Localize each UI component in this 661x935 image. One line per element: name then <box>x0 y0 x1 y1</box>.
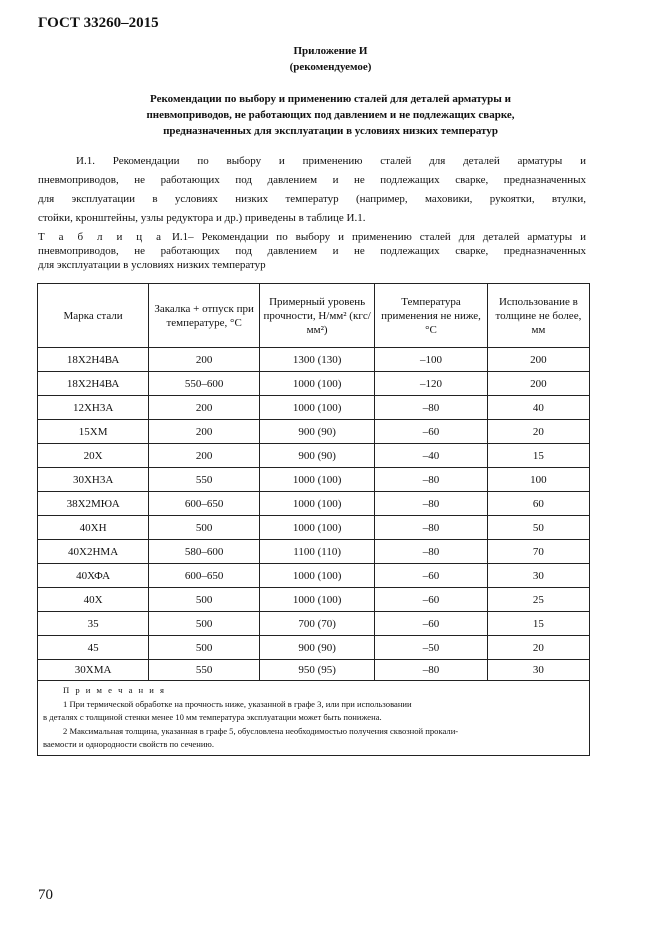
cell-min-temp: –60 <box>375 612 488 636</box>
cell-max-thickness: 100 <box>487 468 589 492</box>
heading-line: пневмоприводов, не работающих под давлением и не подлежащих сварке, <box>146 109 515 121</box>
paragraph-line: И.1. Рекомендации по выбору и применению сталей для деталей арматуры и <box>76 155 586 167</box>
heading-line: Рекомендации по выбору и применению сталей для деталей арматуры и <box>150 93 511 105</box>
cell-strength: 700 (70) <box>260 612 375 636</box>
appendix-heading <box>60 91 601 139</box>
caption-line: пневмоприводов, не работающих под давлением и не подлежащих сварке, предназначенных <box>38 245 586 257</box>
cell-min-temp: –60 <box>375 588 488 612</box>
cell-quench-temper: 500 <box>149 516 260 540</box>
cell-strength: 1000 (100) <box>260 492 375 516</box>
cell-strength: 1000 (100) <box>260 468 375 492</box>
cell-quench-temper: 500 <box>149 612 260 636</box>
cell-strength: 1000 (100) <box>260 516 375 540</box>
cell-quench-temper: 550 <box>149 468 260 492</box>
cell-strength: 1000 (100) <box>260 396 375 420</box>
note-2-line: 2 Максимальная толщина, указанная в графе 5, обусловлена необходимостью получения сквозной прокали- <box>63 725 459 736</box>
cell-max-thickness: 15 <box>487 444 589 468</box>
cell-quench-temper: 600–650 <box>149 492 260 516</box>
cell-min-temp: –80 <box>375 516 488 540</box>
cell-steel-grade: 40ХН <box>38 516 149 540</box>
cell-steel-grade: 40Х <box>38 588 149 612</box>
cell-strength: 1000 (100) <box>260 588 375 612</box>
appendix-title: Приложение И <box>293 45 368 57</box>
header-strength: Примерный уровень прочности, Н/мм² (кгс/мм²) <box>260 284 375 348</box>
cell-min-temp: –60 <box>375 564 488 588</box>
note-1-line: 1 При термической обработке на прочность ниже, указанной в графе 3, или при использовании <box>63 698 412 709</box>
caption-label: Т а б л и ц а <box>38 231 164 243</box>
table-row <box>38 468 590 492</box>
cell-min-temp: –120 <box>375 372 488 396</box>
caption-line <box>38 230 586 244</box>
cell-max-thickness: 30 <box>487 564 589 588</box>
cell-min-temp: –60 <box>375 420 488 444</box>
note-1-line: в деталях с толщиной стенки менее 10 мм температура эксплуатации может быть понижена. <box>43 712 382 722</box>
appendix-status: (рекомендуемое) <box>289 61 372 73</box>
cell-min-temp: –80 <box>375 492 488 516</box>
table-row <box>38 444 590 468</box>
cell-strength: 1300 (130) <box>260 348 375 372</box>
cell-max-thickness: 70 <box>487 540 589 564</box>
cell-min-temp: –40 <box>375 444 488 468</box>
cell-quench-temper: 500 <box>149 588 260 612</box>
cell-max-thickness: 20 <box>487 420 589 444</box>
table-row <box>38 564 590 588</box>
page-number: 70 <box>38 887 53 903</box>
cell-min-temp: –100 <box>375 348 488 372</box>
table-row <box>38 540 590 564</box>
cell-strength: 900 (90) <box>260 636 375 660</box>
cell-min-temp: –80 <box>375 396 488 420</box>
cell-max-thickness: 40 <box>487 396 589 420</box>
notes-title: П р и м е ч а н и я <box>63 685 166 695</box>
cell-steel-grade: 12ХН3А <box>38 396 149 420</box>
cell-steel-grade: 30ХН3А <box>38 468 149 492</box>
cell-quench-temper: 200 <box>149 444 260 468</box>
cell-max-thickness: 20 <box>487 636 589 660</box>
cell-quench-temper: 200 <box>149 348 260 372</box>
cell-strength: 1000 (100) <box>260 372 375 396</box>
cell-strength: 1000 (100) <box>260 564 375 588</box>
caption-text: И.1– Рекомендации по выбору и применению сталей для деталей арматуры и <box>171 231 587 243</box>
cell-steel-grade: 20Х <box>38 444 149 468</box>
cell-strength: 950 (95) <box>260 660 375 681</box>
paragraph-line: для эксплуатации в условиях низких температур (например, маховики, рукоятки, втулки, <box>38 193 586 205</box>
table-row <box>38 612 590 636</box>
cell-steel-grade: 35 <box>38 612 149 636</box>
paragraph-line: пневмоприводов, не работающих под давлением и не подлежащих сварке, предназначенных <box>38 174 586 186</box>
cell-min-temp: –50 <box>375 636 488 660</box>
cell-quench-temper: 600–650 <box>149 564 260 588</box>
cell-steel-grade: 15ХМ <box>38 420 149 444</box>
table-row <box>38 636 590 660</box>
cell-max-thickness: 25 <box>487 588 589 612</box>
cell-max-thickness: 50 <box>487 516 589 540</box>
cell-min-temp: –80 <box>375 540 488 564</box>
header-max-thickness: Использование в толщине не более, мм <box>487 284 589 348</box>
cell-min-temp: –80 <box>375 660 488 681</box>
table-row <box>38 516 590 540</box>
cell-quench-temper: 580–600 <box>149 540 260 564</box>
table-row <box>38 420 590 444</box>
cell-max-thickness: 60 <box>487 492 589 516</box>
table-row <box>38 492 590 516</box>
table-caption <box>38 230 586 272</box>
cell-quench-temper: 550 <box>149 660 260 681</box>
intro-paragraph <box>38 152 586 228</box>
cell-max-thickness: 30 <box>487 660 589 681</box>
table-row <box>38 588 590 612</box>
cell-strength: 900 (90) <box>260 444 375 468</box>
cell-steel-grade: 40Х2НМА <box>38 540 149 564</box>
cell-max-thickness: 15 <box>487 612 589 636</box>
cell-min-temp: –80 <box>375 468 488 492</box>
cell-quench-temper: 500 <box>149 636 260 660</box>
cell-steel-grade: 38Х2МЮА <box>38 492 149 516</box>
heading-line: предназначенных для эксплуатации в условиях низких температур <box>163 125 498 137</box>
cell-quench-temper: 200 <box>149 420 260 444</box>
cell-steel-grade: 18Х2Н4ВА <box>38 372 149 396</box>
table-notes <box>37 672 590 756</box>
table-header-row <box>38 284 590 348</box>
cell-steel-grade: 40ХФА <box>38 564 149 588</box>
paragraph-line: стойки, кронштейны, узлы редуктора и др.) приведены в таблице И.1. <box>38 212 366 224</box>
header-steel-grade: Марка стали <box>38 284 149 348</box>
cell-quench-temper: 200 <box>149 396 260 420</box>
cell-strength: 900 (90) <box>260 420 375 444</box>
table-row <box>38 396 590 420</box>
cell-max-thickness: 200 <box>487 348 589 372</box>
standard-code: ГОСТ 33260–2015 <box>38 15 159 31</box>
cell-strength: 1100 (110) <box>260 540 375 564</box>
cell-steel-grade: 45 <box>38 636 149 660</box>
header-min-temp: Температура применения не ниже, °С <box>375 284 488 348</box>
cell-max-thickness: 200 <box>487 372 589 396</box>
table-row <box>38 372 590 396</box>
caption-line: для эксплуатации в условиях низких температур <box>38 259 266 271</box>
cell-quench-temper: 550–600 <box>149 372 260 396</box>
table-row <box>38 348 590 372</box>
note-2-line: ваемости и однородности свойств по сечению. <box>43 739 215 749</box>
cell-steel-grade: 18Х2Н4ВА <box>38 348 149 372</box>
steel-table <box>37 283 590 681</box>
header-quench-temper: Закалка + отпуск при температуре, °С <box>149 284 260 348</box>
cell-steel-grade: 30ХМА <box>38 660 149 681</box>
